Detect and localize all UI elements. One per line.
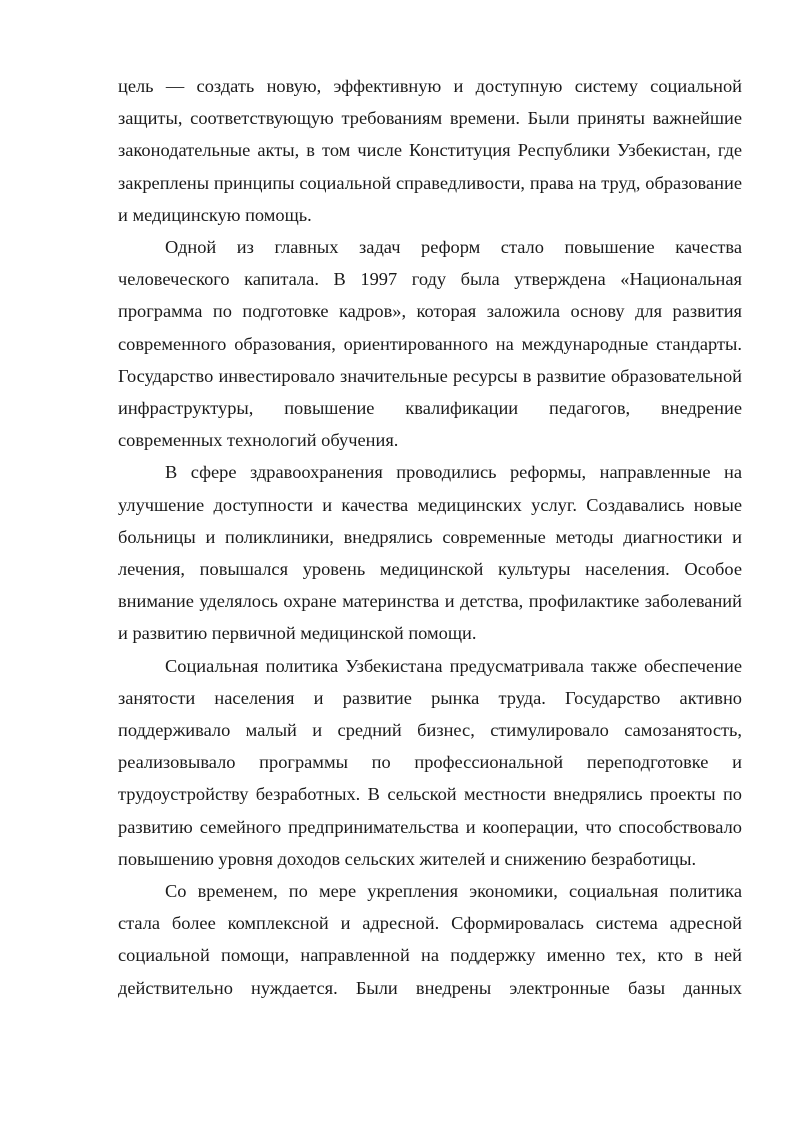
document-body: [118, 70, 742, 1004]
paragraph-healthcare: В сфере здравоохранения проводились реформы, направленные на улучшение доступности и качества медицинских услуг. Создавались новые больницы и поликлиники, внедрялись современные методы диагностики и лечения, повышался уровень медицинской культуры населения. Особое внимание уделялось охране материнства и детства, профилактике заболеваний и развитию первичной медицинской помощи.: [118, 462, 742, 644]
paragraph-targeted-assistance: Со временем, по мере укрепления экономики, социальная политика стала более комплексной и адресной. Сформировалась система адресной социальной помощи, направленной на поддержку именно тех, кто в ней действительно нуждается. Были внедрены электронные базы данных: [118, 881, 742, 998]
paragraph-employment: Социальная политика Узбекистана предусматривала также обеспечение занятости населения и развитие рынка труда. Государство активно поддерживало малый и средний бизнес, стимулировало самозанятость, реализовывало программы по профессиональной переподготовке и трудоустройству безработных. В сельской местности внедрялись проекты по развитию семейного предпринимательства и кооперации, что способствовало повышению уровня доходов сельских жителей и снижению безработицы.: [118, 655, 742, 869]
paragraph-human-capital: Одной из главных задач реформ стало повышение качества человеческого капитала. В 1997 году была утверждена «Национальная программа по подготовке кадров», которая заложила основу для развития современного образования, ориентированного на международные стандарты. Государство инвестировало значительные ресурсы в развитие образовательной инфраструктуры, повышение квалификации педагогов, внедрение современных технологий обучения.: [118, 237, 742, 451]
paragraph-continuation: цель — создать новую, эффективную и доступную систему социальной защиты, соответствующую требованиям времени. Были приняты важнейшие законодательные акты, в том числе Конституция Республики Узбекистан, где закреплены принципы социальной справедливости, права на труд, образование и медицинскую помощь.: [118, 76, 742, 225]
